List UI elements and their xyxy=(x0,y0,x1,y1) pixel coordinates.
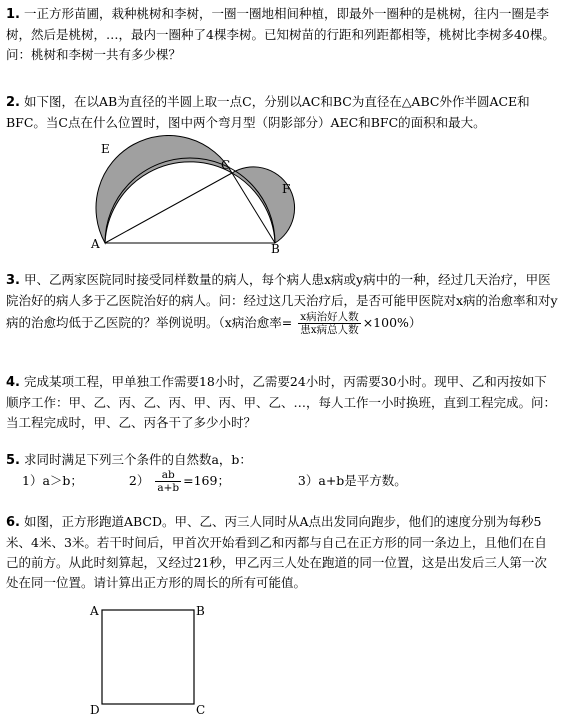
problem-text: 甲、乙两家医院同时接受同样数量的病人，每个病人患x病或y病中的一种，经过几天治疗，甲医院治好的病人多于乙医院治好的病人。问：经过这几天治疗后，是否可能甲医院对x病的治愈率和对y病的治愈均低于乙医院的？举例说明。（x病治愈率= xyxy=(6,272,558,330)
fraction-numerator: ab xyxy=(155,469,181,482)
condition-3: 3）a+b是平方数。 xyxy=(297,473,407,488)
problem-number: 2. xyxy=(6,95,20,110)
label-c: C xyxy=(221,158,231,172)
problem-text: 如图，正方形跑道ABCD。甲、乙、丙三人同时从A点出发同向跑步，他们的速度分别为每秒5米、4米、3米。若干时间后，甲首次开始看到乙和丙都与自己在正方形的同一条边上，且他们在自己的前方。从此时刻算起，又经过21秒，甲乙丙三人处在跑道的同一位置，这是出发后三人第一次处在同一位置。请计算出正方形的周长的所有可能值。 xyxy=(6,514,547,590)
label-e: E xyxy=(101,142,110,156)
fraction-denominator: 患x病总人数 xyxy=(300,324,359,336)
problem-number: 4. xyxy=(6,375,20,390)
cure-rate-fraction xyxy=(298,311,360,336)
problem-text: 求同时满足下列三个条件的自然数a，b： xyxy=(23,452,252,467)
ab-fraction xyxy=(155,469,181,494)
condition-2-prefix: 2） xyxy=(128,473,150,488)
problem-text: 如下图，在以AB为直径的半圆上取一点C，分别以AC和BC为直径在△ABC外作半圆ACE和BFC。当C点在什么位置时，图中两个弯月型（阴影部分）AEC和BFC的面积和最大。 xyxy=(6,94,530,130)
problem-number: 3. xyxy=(6,273,20,288)
problem-number: 5. xyxy=(6,453,20,468)
problem-3 xyxy=(6,270,558,336)
label-d: D xyxy=(90,703,100,717)
problem-number: 1. xyxy=(6,7,20,22)
problem-4 xyxy=(6,372,558,433)
condition-2-suffix: =169； xyxy=(183,473,230,488)
fraction-denominator: a+b xyxy=(157,482,180,494)
problem-1 xyxy=(6,4,558,65)
condition-1: 1）a＞b； xyxy=(22,473,83,488)
problem-number: 6. xyxy=(6,515,20,530)
crescent-diagram xyxy=(85,135,315,255)
crescent-bfc xyxy=(232,167,295,243)
problem-text-tail: ×100%） xyxy=(362,315,422,330)
square-abcd xyxy=(102,610,194,704)
problem-6 xyxy=(6,512,558,593)
label-a: A xyxy=(90,604,99,618)
square-track-diagram xyxy=(88,602,218,718)
problem-5-conditions xyxy=(22,468,542,494)
label-b: B xyxy=(196,604,205,618)
problem-2 xyxy=(6,92,558,133)
label-f: F xyxy=(282,182,291,196)
label-a: A xyxy=(91,237,100,251)
label-b: B xyxy=(271,242,280,255)
label-c: C xyxy=(196,703,206,717)
crescent-aec xyxy=(96,135,232,243)
fraction-numerator: x病治好人数 xyxy=(300,311,359,323)
problem-text: 一正方形苗圃，栽种桃树和李树，一圈一圈地相间种植，即最外一圈种的是桃树，往内一圈是李树，然后是桃树，…，最内一圈种了4棵李树。已知树苗的行距和列距都相等，桃树比李树多40棵。问：桃树和李树一共有多少棵？ xyxy=(6,6,555,62)
problem-text: 完成某项工程，甲单独工作需要18小时，乙需要24小时，丙需要30小时。现甲、乙和丙按如下顺序工作：甲、乙、丙、乙、丙、甲、丙、甲、乙、…，每人工作一小时换班，直到工程完成。问：当工程完成时，甲、乙、丙各干了多少小时？ xyxy=(6,374,557,430)
